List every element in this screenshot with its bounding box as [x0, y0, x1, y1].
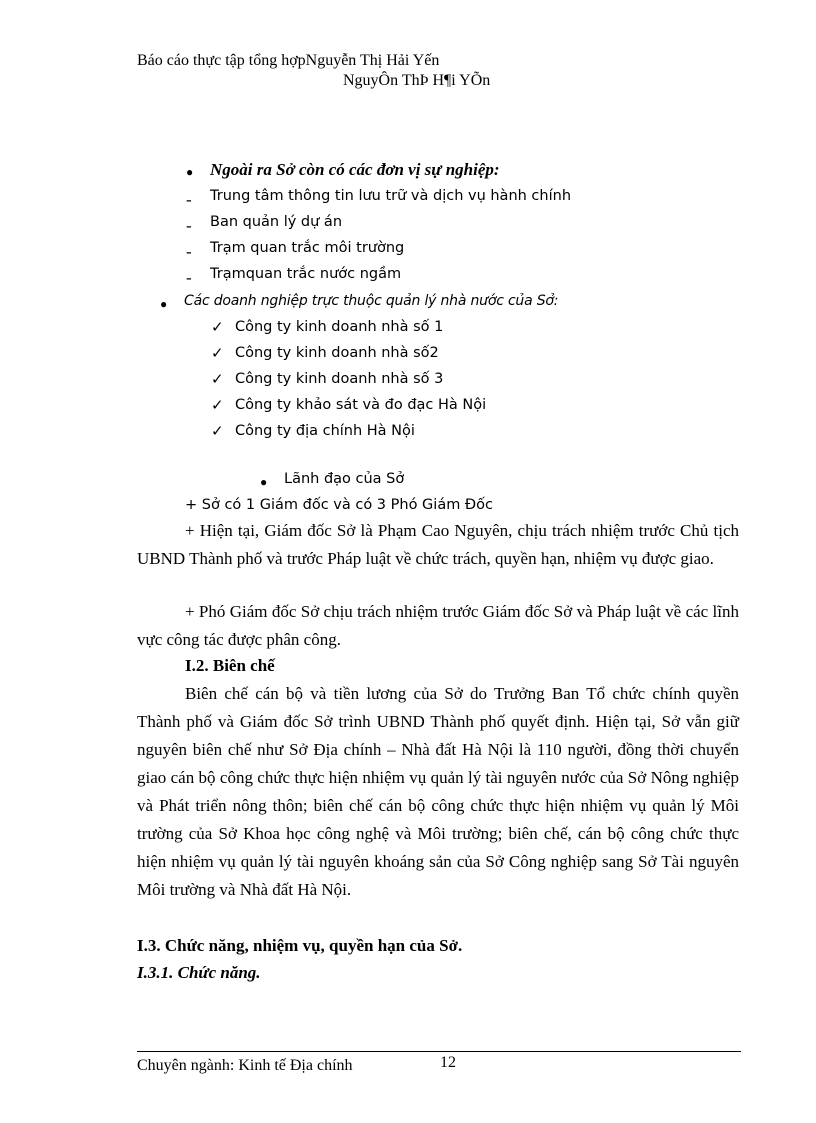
dash-icon: - [186, 242, 192, 261]
leadership-count: + Sở có 1 Giám đốc và có 3 Phó Giám Đốc [185, 497, 494, 513]
section-1-2-title: I.2. Biên chế [185, 656, 275, 675]
leadership-deputy-paragraph [137, 598, 739, 654]
footer-divider [137, 1051, 741, 1052]
enterprise-item: Công ty kinh doanh nhà số2 [235, 345, 439, 361]
footer-major: Chuyên ngành: Kinh tế Địa chính [137, 1057, 353, 1074]
dash-icon: - [186, 216, 192, 235]
bullet-dot-icon: ● [160, 297, 168, 311]
enterprise-item: Công ty khảo sát và đo đạc Hà Nội [235, 397, 487, 413]
units-item: Trung tâm thông tin lưu trữ và dịch vụ hành chính [210, 188, 572, 204]
enterprises-heading: Các doanh nghiệp trực thuộc quản lý nhà nước của Sở: [184, 293, 559, 309]
section-1-2-body: Biên chế cán bộ và tiền lương của Sở do Trưởng Ban Tổ chức chính quyền Thành phố và Giám đốc Sở trình UBND Thành phố quyết định. Hiện tại, Sở vẫn giữ nguyên biên chế như Sở Địa chính – Nhà đất Hà Nội là 110 người, đồng thời chuyển giao cán bộ công chức thực hiện nhiệm vụ quản lý tài nguyên nước của Sở Nông nghiệp và Phát triển nông thôn; biên chế cán bộ công chức thực hiện nhiệm vụ quản lý Môi trường của Sở Khoa học công nghệ và Môi trường; biên chế, cán bộ công chức thực hiện nhiệm vụ quản lý tài nguyên khoáng sản của Sở Công nghiệp sang Sở Tài nguyên Môi trường và Nhà đất Hà Nội. [137, 684, 739, 899]
leadership-director-text: + Hiện tại, Giám đốc Sở là Phạm Cao Nguyên, chịu trách nhiệm trước Chủ tịch UBND Thành phố và trước Pháp luật về chức trách, quyền hạn, nhiệm vụ được giao. [137, 521, 739, 568]
header-title: Báo cáo thực tập tổng hợpNguyễn Thị Hải Yến [137, 52, 440, 69]
checkmark-icon: ✓ [211, 422, 224, 440]
dash-icon: - [186, 190, 192, 209]
section-1-2-paragraph [137, 680, 739, 904]
page-number: 12 [440, 1054, 456, 1071]
enterprise-item: Công ty địa chính Hà Nội [235, 423, 415, 439]
checkmark-icon: ✓ [211, 396, 224, 414]
checkmark-icon: ✓ [211, 370, 224, 388]
checkmark-icon: ✓ [211, 318, 224, 336]
units-heading: Ngoài ra Sở còn có các đơn vị sự nghiệp: [210, 160, 500, 179]
leadership-deputy-text: + Phó Giám đốc Sở chịu trách nhiệm trước Giám đốc Sở và Pháp luật về các lĩnh vực công tác được phân công. [137, 602, 739, 649]
dash-icon: - [186, 268, 192, 287]
leadership-director-paragraph [137, 517, 739, 573]
bullet-dot-icon: ● [260, 475, 268, 489]
section-1-3-1-title: I.3.1. Chức năng. [137, 963, 261, 982]
header-author-garbled: NguyÔn ThÞ H¶i YÕn [343, 72, 491, 89]
units-item: Trạmquan trắc nước ngầm [210, 266, 402, 282]
bullet-dot-icon: ● [186, 165, 194, 179]
units-item: Trạm quan trắc môi trường [210, 240, 405, 256]
enterprise-item: Công ty kinh doanh nhà số 3 [235, 371, 444, 387]
section-1-3-title: I.3. Chức năng, nhiệm vụ, quyền hạn của Sở. [137, 936, 463, 955]
enterprise-item: Công ty kinh doanh nhà số 1 [235, 319, 444, 335]
units-item: Ban quản lý dự án [210, 214, 343, 230]
checkmark-icon: ✓ [211, 344, 224, 362]
leadership-heading: Lãnh đạo của Sở [284, 471, 405, 487]
